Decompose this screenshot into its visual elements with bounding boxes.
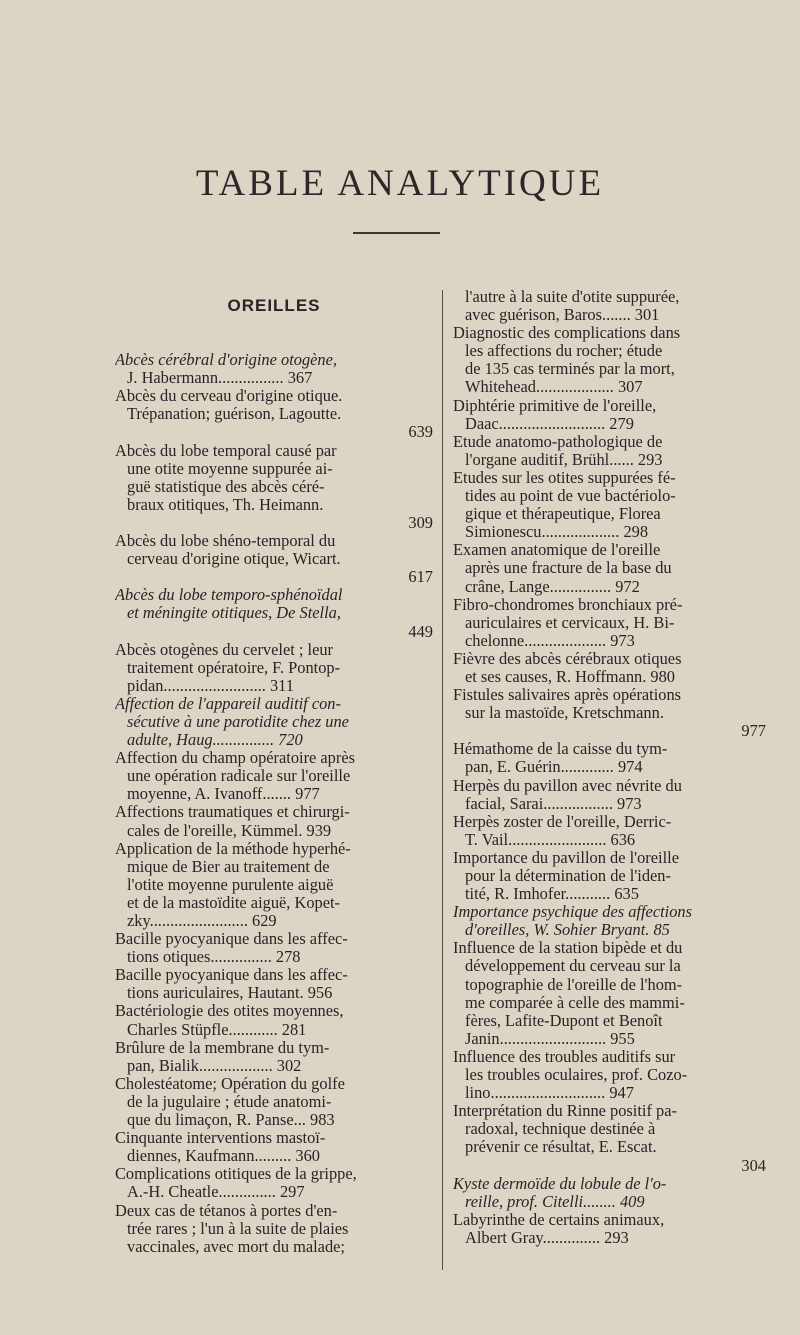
index-line: 309 xyxy=(408,513,433,532)
index-line: Simionescu................... 298 xyxy=(465,523,649,542)
index-line: après une fracture de la base du xyxy=(465,559,672,578)
index-line: Abcès du cerveau d'origine otique. xyxy=(115,387,343,406)
column-divider xyxy=(442,290,443,1270)
index-line: crâne, Lange............... 972 xyxy=(465,577,640,596)
index-line: reille, prof. Citelli........ 409 xyxy=(465,1192,645,1211)
index-line: 304 xyxy=(741,1156,766,1175)
index-line: pan, Bialik.................. 302 xyxy=(127,1056,302,1075)
index-line: Etudes sur les otites suppurées fé- xyxy=(453,468,676,487)
page-title: TABLE ANALYTIQUE xyxy=(195,163,605,204)
index-line: guë statistique des abcès céré- xyxy=(127,477,325,496)
index-line: pour la détermination de l'iden- xyxy=(465,867,671,885)
index-line: facial, Sarai................. 973 xyxy=(465,794,642,813)
index-line: Abcès cérébral d'origine otogène, xyxy=(115,351,337,370)
index-line: les affections du rocher; étude xyxy=(465,342,663,361)
index-line: une otite moyenne suppurée ai- xyxy=(127,459,333,478)
index-line: Influence des troubles auditifs sur xyxy=(453,1047,676,1066)
index-line: Abcès du lobe shéno-temporal du xyxy=(115,532,336,551)
section-heading: OREILLES xyxy=(227,296,321,315)
index-line: mique de Bier au traitement de xyxy=(127,857,330,876)
index-line: Interprétation du Rinne positif pa- xyxy=(453,1102,677,1121)
index-line: Abcès otogènes du cervelet ; leur xyxy=(115,640,334,659)
index-line: Examen anatomique de l'oreille xyxy=(453,541,661,560)
index-line: A.-H. Cheatle.............. 297 xyxy=(127,1183,305,1202)
index-line: Importance psychique des affections xyxy=(453,903,692,922)
index-line: Abcès du lobe temporo-sphénoïdal xyxy=(115,586,343,605)
index-line: J. Habermann................ 367 xyxy=(127,369,313,388)
index-line: moyenne, A. Ivanoff....... 977 xyxy=(127,785,320,804)
index-line: prévenir ce résultat, E. Escat. xyxy=(465,1138,657,1157)
title-rule xyxy=(353,232,440,234)
index-line: vaccinales, avec mort du malade; xyxy=(127,1237,345,1256)
index-line: Importance du pavillon de l'oreille xyxy=(453,848,679,867)
index-line: l'organe auditif, Brühl...... 293 xyxy=(465,450,663,469)
index-line: 449 xyxy=(408,622,433,641)
index-line: diennes, Kaufmann......... 360 xyxy=(127,1147,321,1166)
index-line: Affections traumatiques et chirurgi- xyxy=(115,803,350,822)
index-line: Abcès du lobe temporal causé par xyxy=(115,441,337,460)
index-line: développement du cerveau sur la xyxy=(465,957,681,976)
right-column xyxy=(453,288,766,1247)
index-line: et de la mastoïdite aiguë, Kopet- xyxy=(127,893,341,912)
index-line: Application de la méthode hyperhé- xyxy=(115,839,351,858)
index-line: Labyrinthe de certains animaux, xyxy=(453,1210,665,1229)
index-line: de 135 cas terminés par la mort, xyxy=(465,360,675,379)
index-line: adulte, Haug............... 720 xyxy=(127,731,303,750)
index-line: tions otiques............... 278 xyxy=(127,948,301,967)
index-line: Herpès du pavillon avec névrite du xyxy=(453,776,682,795)
index-line: Etude anatomo-pathologique de xyxy=(453,432,663,451)
index-line: topographie de l'oreille de l'hom- xyxy=(465,975,683,994)
index-line: Fistules salivaires après opérations xyxy=(453,686,682,705)
index-line: Diagnostic des complications dans xyxy=(453,324,681,343)
index-line: cales de l'oreille, Kümmel. 939 xyxy=(127,821,332,840)
index-line: et méningite otitiques, De Stella, xyxy=(127,604,341,623)
index-line: Whitehead................... 307 xyxy=(465,378,643,397)
index-line: Cholestéatome; Opération du golfe xyxy=(115,1074,345,1093)
index-line: zky........................ 629 xyxy=(127,912,277,930)
index-line: Albert Gray.............. 293 xyxy=(465,1228,629,1247)
index-line: pidan......................... 311 xyxy=(127,676,294,695)
index-line: Diphtérie primitive de l'oreille, xyxy=(453,396,657,415)
index-line: lino............................ 947 xyxy=(465,1084,634,1103)
index-line: tions auriculaires, Hautant. 956 xyxy=(127,984,333,1003)
index-line: que du limaçon, R. Panse... 983 xyxy=(127,1111,335,1130)
index-line: 639 xyxy=(408,423,433,442)
index-line: pan, E. Guérin............. 974 xyxy=(465,758,643,777)
index-line: sécutive à une parotidite chez une xyxy=(127,712,349,731)
index-line: Trépanation; guérison, Lagoutte. xyxy=(127,405,342,424)
index-line: me comparée à celle des mammi- xyxy=(465,993,685,1012)
index-line: auriculaires et cervicaux, H. Bi- xyxy=(465,613,675,632)
index-line: de la jugulaire ; étude anatomi- xyxy=(127,1092,332,1111)
index-line: Fièvre des abcès cérébraux otiques xyxy=(453,649,682,668)
index-line: 977 xyxy=(741,722,766,741)
index-line: Bacille pyocyanique dans les affec- xyxy=(115,966,348,985)
left-column xyxy=(115,297,433,1256)
index-line: Bacille pyocyanique dans les affec- xyxy=(115,930,348,949)
index-line: l'otite moyenne purulente aiguë xyxy=(127,875,334,894)
index-line: Herpès zoster de l'oreille, Derric- xyxy=(453,812,672,831)
index-line: traitement opératoire, F. Pontop- xyxy=(127,658,341,677)
index-line: tité, R. Imhofer........... 635 xyxy=(465,885,639,904)
index-line: cerveau d'origine otique, Wicart. xyxy=(127,550,341,569)
index-line: Influence de la station bipède et du xyxy=(453,939,683,958)
left-entries xyxy=(115,351,433,1256)
index-line: et ses causes, R. Hoffmann. 980 xyxy=(465,667,676,686)
index-line: Janin.......................... 955 xyxy=(465,1029,635,1048)
index-line: d'oreilles, W. Sohier Bryant. 85 xyxy=(465,921,670,940)
index-line: braux otitiques, Th. Heimann. xyxy=(127,495,324,514)
index-line: Deux cas de tétanos à portes d'en- xyxy=(115,1201,338,1220)
index-line: Fibro-chondromes bronchiaux pré- xyxy=(453,595,683,614)
index-line: radoxal, technique destinée à xyxy=(465,1120,656,1139)
index-line: Complications otitiques de la grippe, xyxy=(115,1165,357,1184)
index-line: Hémathome de la caisse du tym- xyxy=(453,740,668,759)
index-line: Bactériologie des otites moyennes, xyxy=(115,1002,344,1021)
index-line: gique et thérapeutique, Florea xyxy=(465,505,661,524)
index-line: Charles Stüpfle............ 281 xyxy=(127,1020,307,1039)
index-line: tides au point de vue bactériolo- xyxy=(465,487,676,506)
index-line: chelonne.................... 973 xyxy=(465,631,635,650)
index-line: trée rares ; l'un à la suite de plaies xyxy=(127,1219,349,1238)
index-line: une opération radicale sur l'oreille xyxy=(127,767,351,786)
index-line: Cinquante interventions mastoï- xyxy=(115,1129,326,1148)
index-line: les troubles oculaires, prof. Cozo- xyxy=(465,1066,688,1085)
right-entries xyxy=(453,288,766,1247)
index-line: avec guérison, Baros....... 301 xyxy=(465,306,660,325)
index-line: Affection du champ opératoire après xyxy=(115,749,355,768)
index-line: l'autre à la suite d'otite suppurée, xyxy=(465,288,680,306)
index-line: T. Vail........................ 636 xyxy=(465,830,636,849)
index-line: Kyste dermoïde du lobule de l'o- xyxy=(453,1174,667,1193)
index-line: sur la mastoïde, Kretschmann. xyxy=(465,704,664,723)
index-line: Brûlure de la membrane du tym- xyxy=(115,1038,330,1057)
index-line: 617 xyxy=(408,568,433,587)
index-line: Daac.......................... 279 xyxy=(465,414,634,433)
index-line: fères, Lafite-Dupont et Benoît xyxy=(465,1011,663,1030)
index-line: Affection de l'appareil auditif con- xyxy=(115,694,341,713)
